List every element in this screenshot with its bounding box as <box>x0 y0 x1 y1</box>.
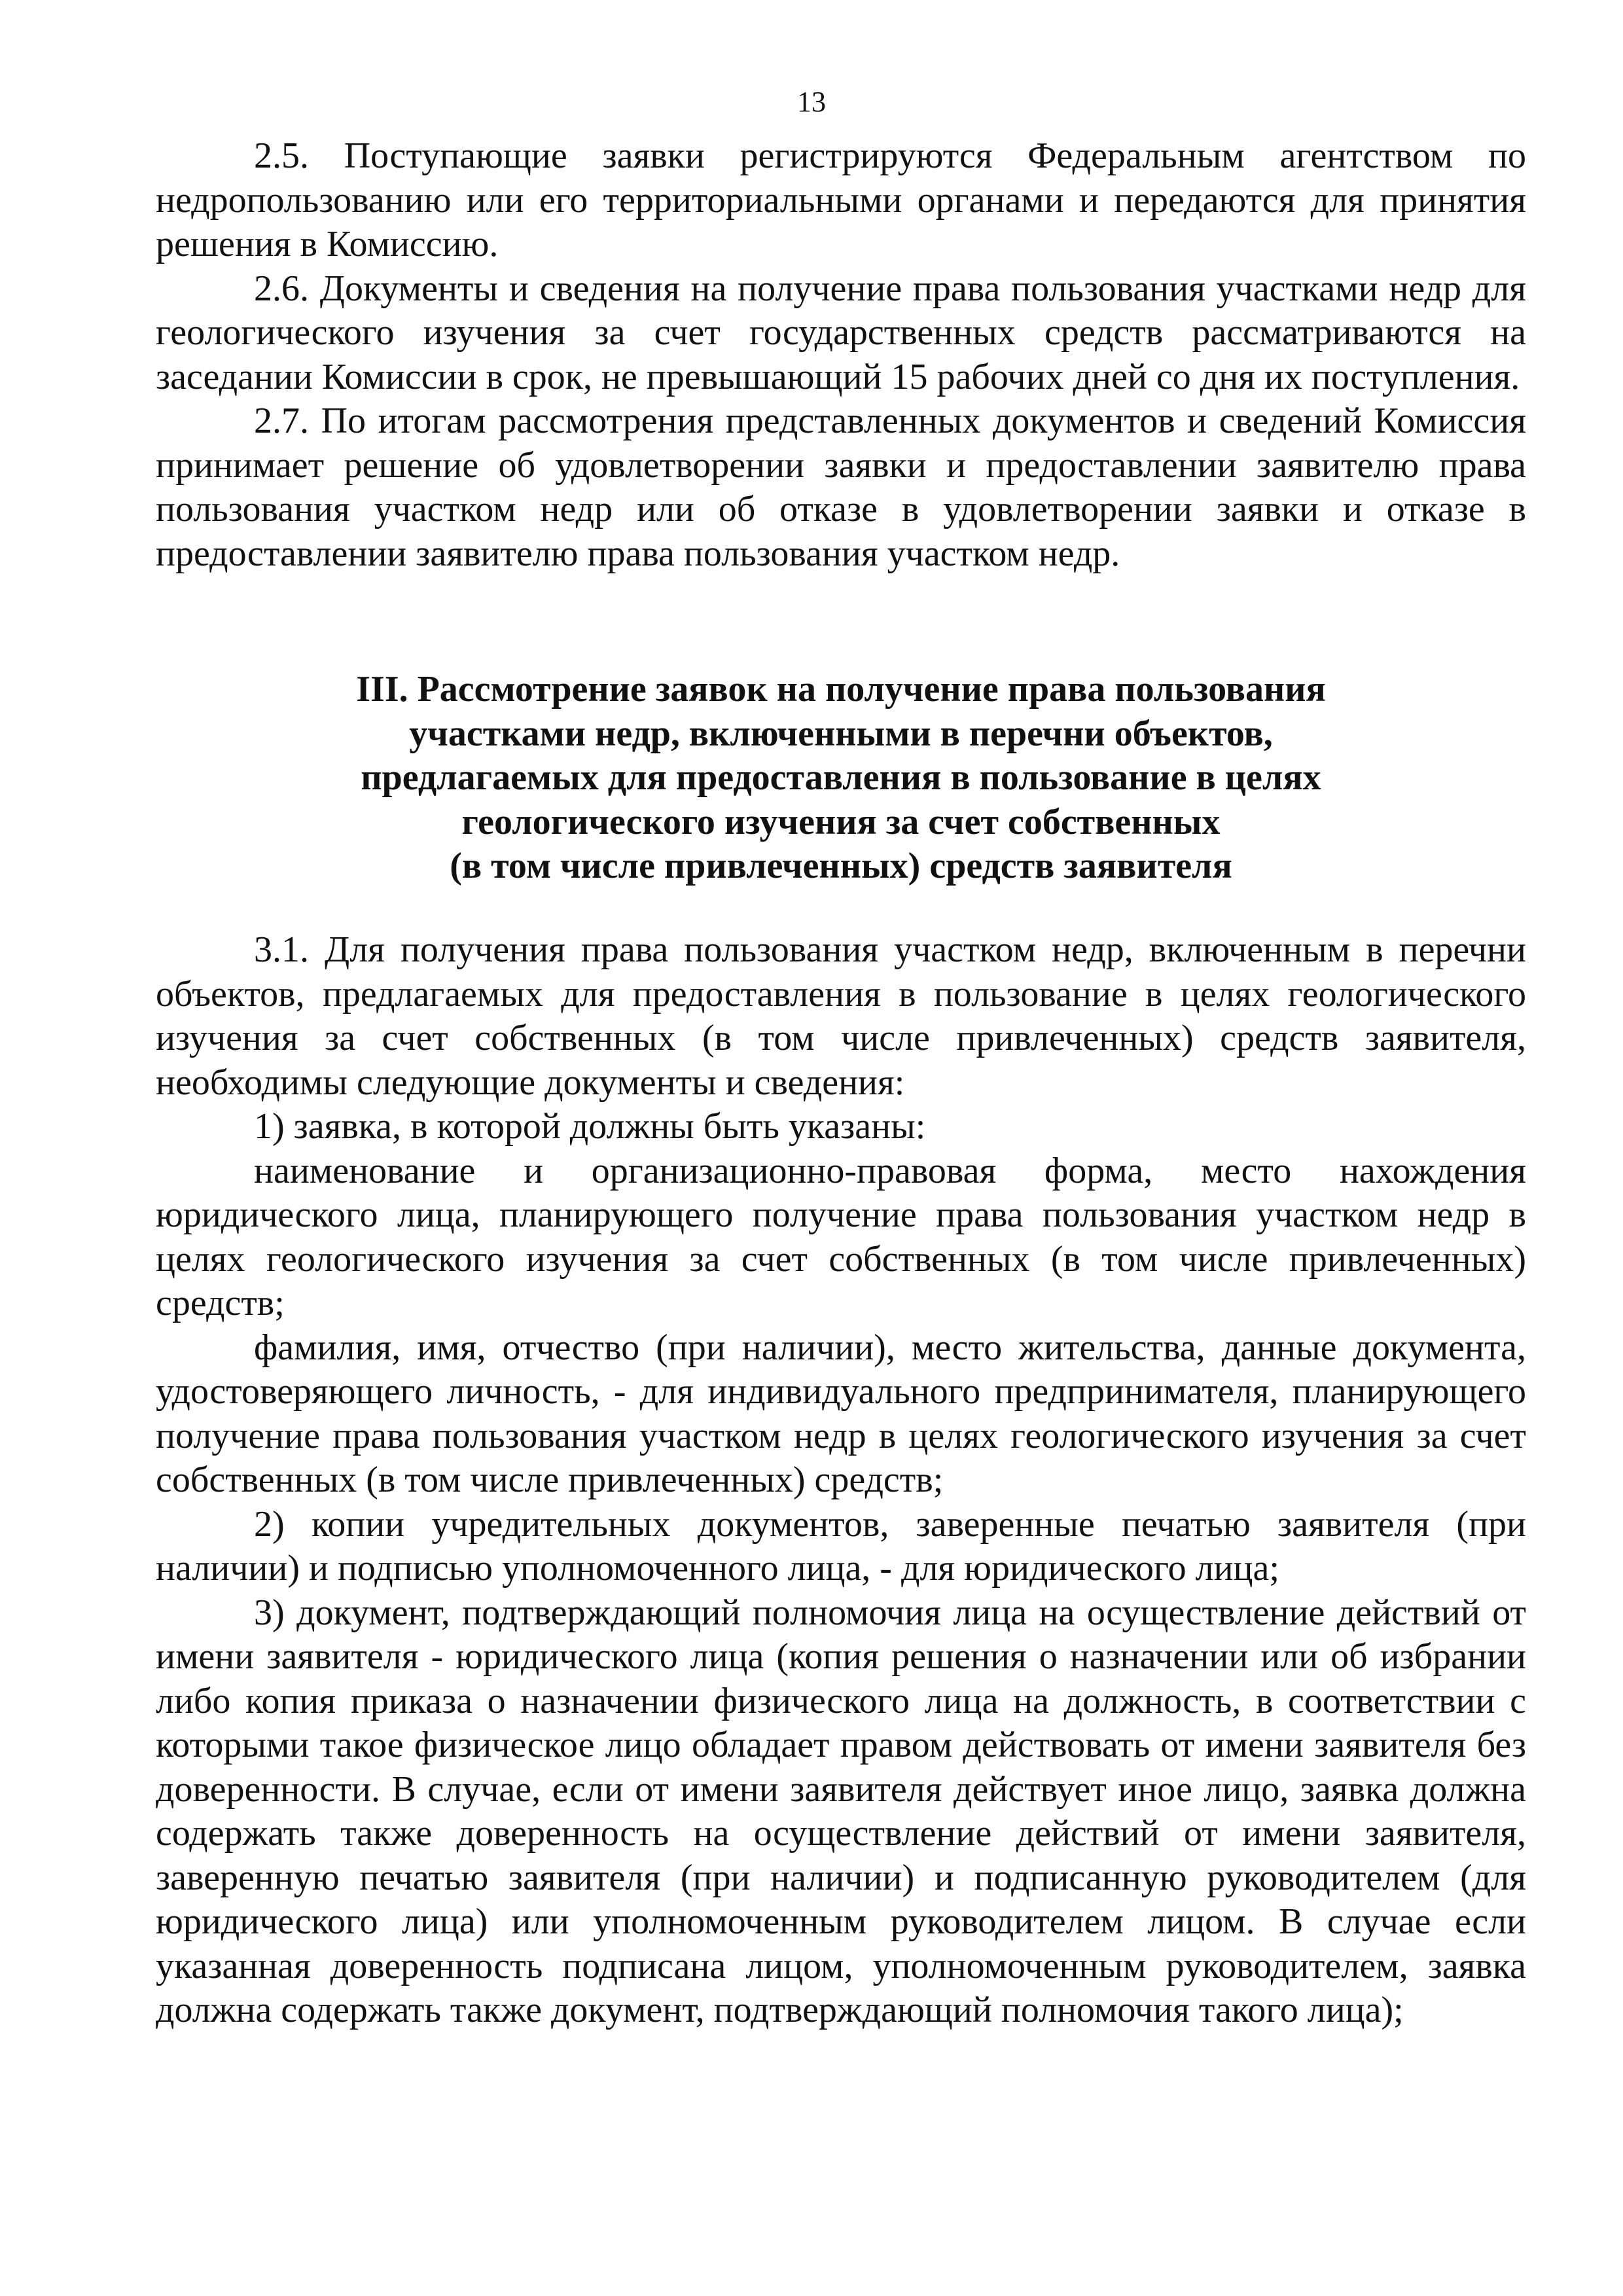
bottom-text-block <box>156 928 1526 2033</box>
section-heading-line: участками недр, включенными в перечни объектов, <box>409 713 1273 754</box>
section-heading-line: предлагаемых для предоставления в пользование в целях <box>361 757 1321 798</box>
list-subitem-entrepreneur: фамилия, имя, отчество (при наличии), место жительства, данные документа, удостоверяющего личность, - для индивидуального предпринимателя, планирующего получение права пользования участком недр в целях геологического изучения за счет собственных (в том числе привлеченных) средств; <box>156 1327 1526 1500</box>
list-subitem-legal-entity: наименование и организационно-правовая форма, место нахождения юридического лица, планирующего получение права пользования участком недр в целях геологического изучения за счет собственных (в том числе привлеченных) средств; <box>156 1150 1526 1323</box>
page-number: 13 <box>797 86 826 118</box>
paragraph-3-1: 3.1. Для получения права пользования участком недр, включенным в перечни объектов, предлагаемых для предоставления в пользование в целях геологического изучения за счет собственных (в том числе привлеченных) средств заявителя, необходимы следующие документы и сведения: <box>156 929 1526 1103</box>
section-heading <box>156 668 1526 889</box>
list-item-3: 3) документ, подтверждающий полномочия лица на осуществление действий от имени заявителя - юридического лица (копия решения о назначении или об избрании либо копия приказа о назначении физического лица на должность, в соответствии с которыми такое физическое лицо обладает правом действовать от имени заявителя без доверенности. В случае, если от имени заявителя действует иное лицо, заявка должна содержать также доверенность на осуществление действий от имени заявителя, заверенную печатью заявителя (при наличии) и подписанную руководителем (для юридического лица) или уполномоченным руководителем лицом. В случае если указанная доверенность подписана лицом, уполномоченным руководителем, заявка должна содержать также документ, подтверждающий полномочия такого лица); <box>156 1592 1526 2030</box>
list-item-1: 1) заявка, в которой должны быть указаны: <box>254 1106 926 1147</box>
top-text-block <box>156 134 1526 576</box>
section-heading-line: III. Рассмотрение заявок на получение права пользования <box>356 669 1326 709</box>
paragraph-2-5: 2.5. Поступающие заявки регистрируются Федеральным агентством по недропользованию или его территориальными органами и передаются для принятия решения в Комиссию. <box>156 135 1526 264</box>
list-item-2: 2) копии учредительных документов, заверенные печатью заявителя (при наличии) и подписью уполномоченного лица, - для юридического лица; <box>156 1503 1526 1588</box>
section-heading-line: геологического изучения за счет собственных <box>461 801 1221 842</box>
paragraph-2-7: 2.7. По итогам рассмотрения представленных документов и сведений Комиссия принимает решение об удовлетворении заявки и предоставлении заявителю права пользования участком недр или об отказе в удовлетворении заявки и отказе в предоставлении заявителю права пользования участком недр. <box>156 401 1526 574</box>
paragraph-2-6: 2.6. Документы и сведения на получение права пользования участками недр для геологического изучения за счет государственных средств рассматриваются на заседании Комиссии в срок, не превышающий 15 рабочих дней со дня их поступления. <box>156 268 1526 397</box>
section-heading-line: (в том числе привлеченных) средств заявителя <box>450 846 1232 886</box>
